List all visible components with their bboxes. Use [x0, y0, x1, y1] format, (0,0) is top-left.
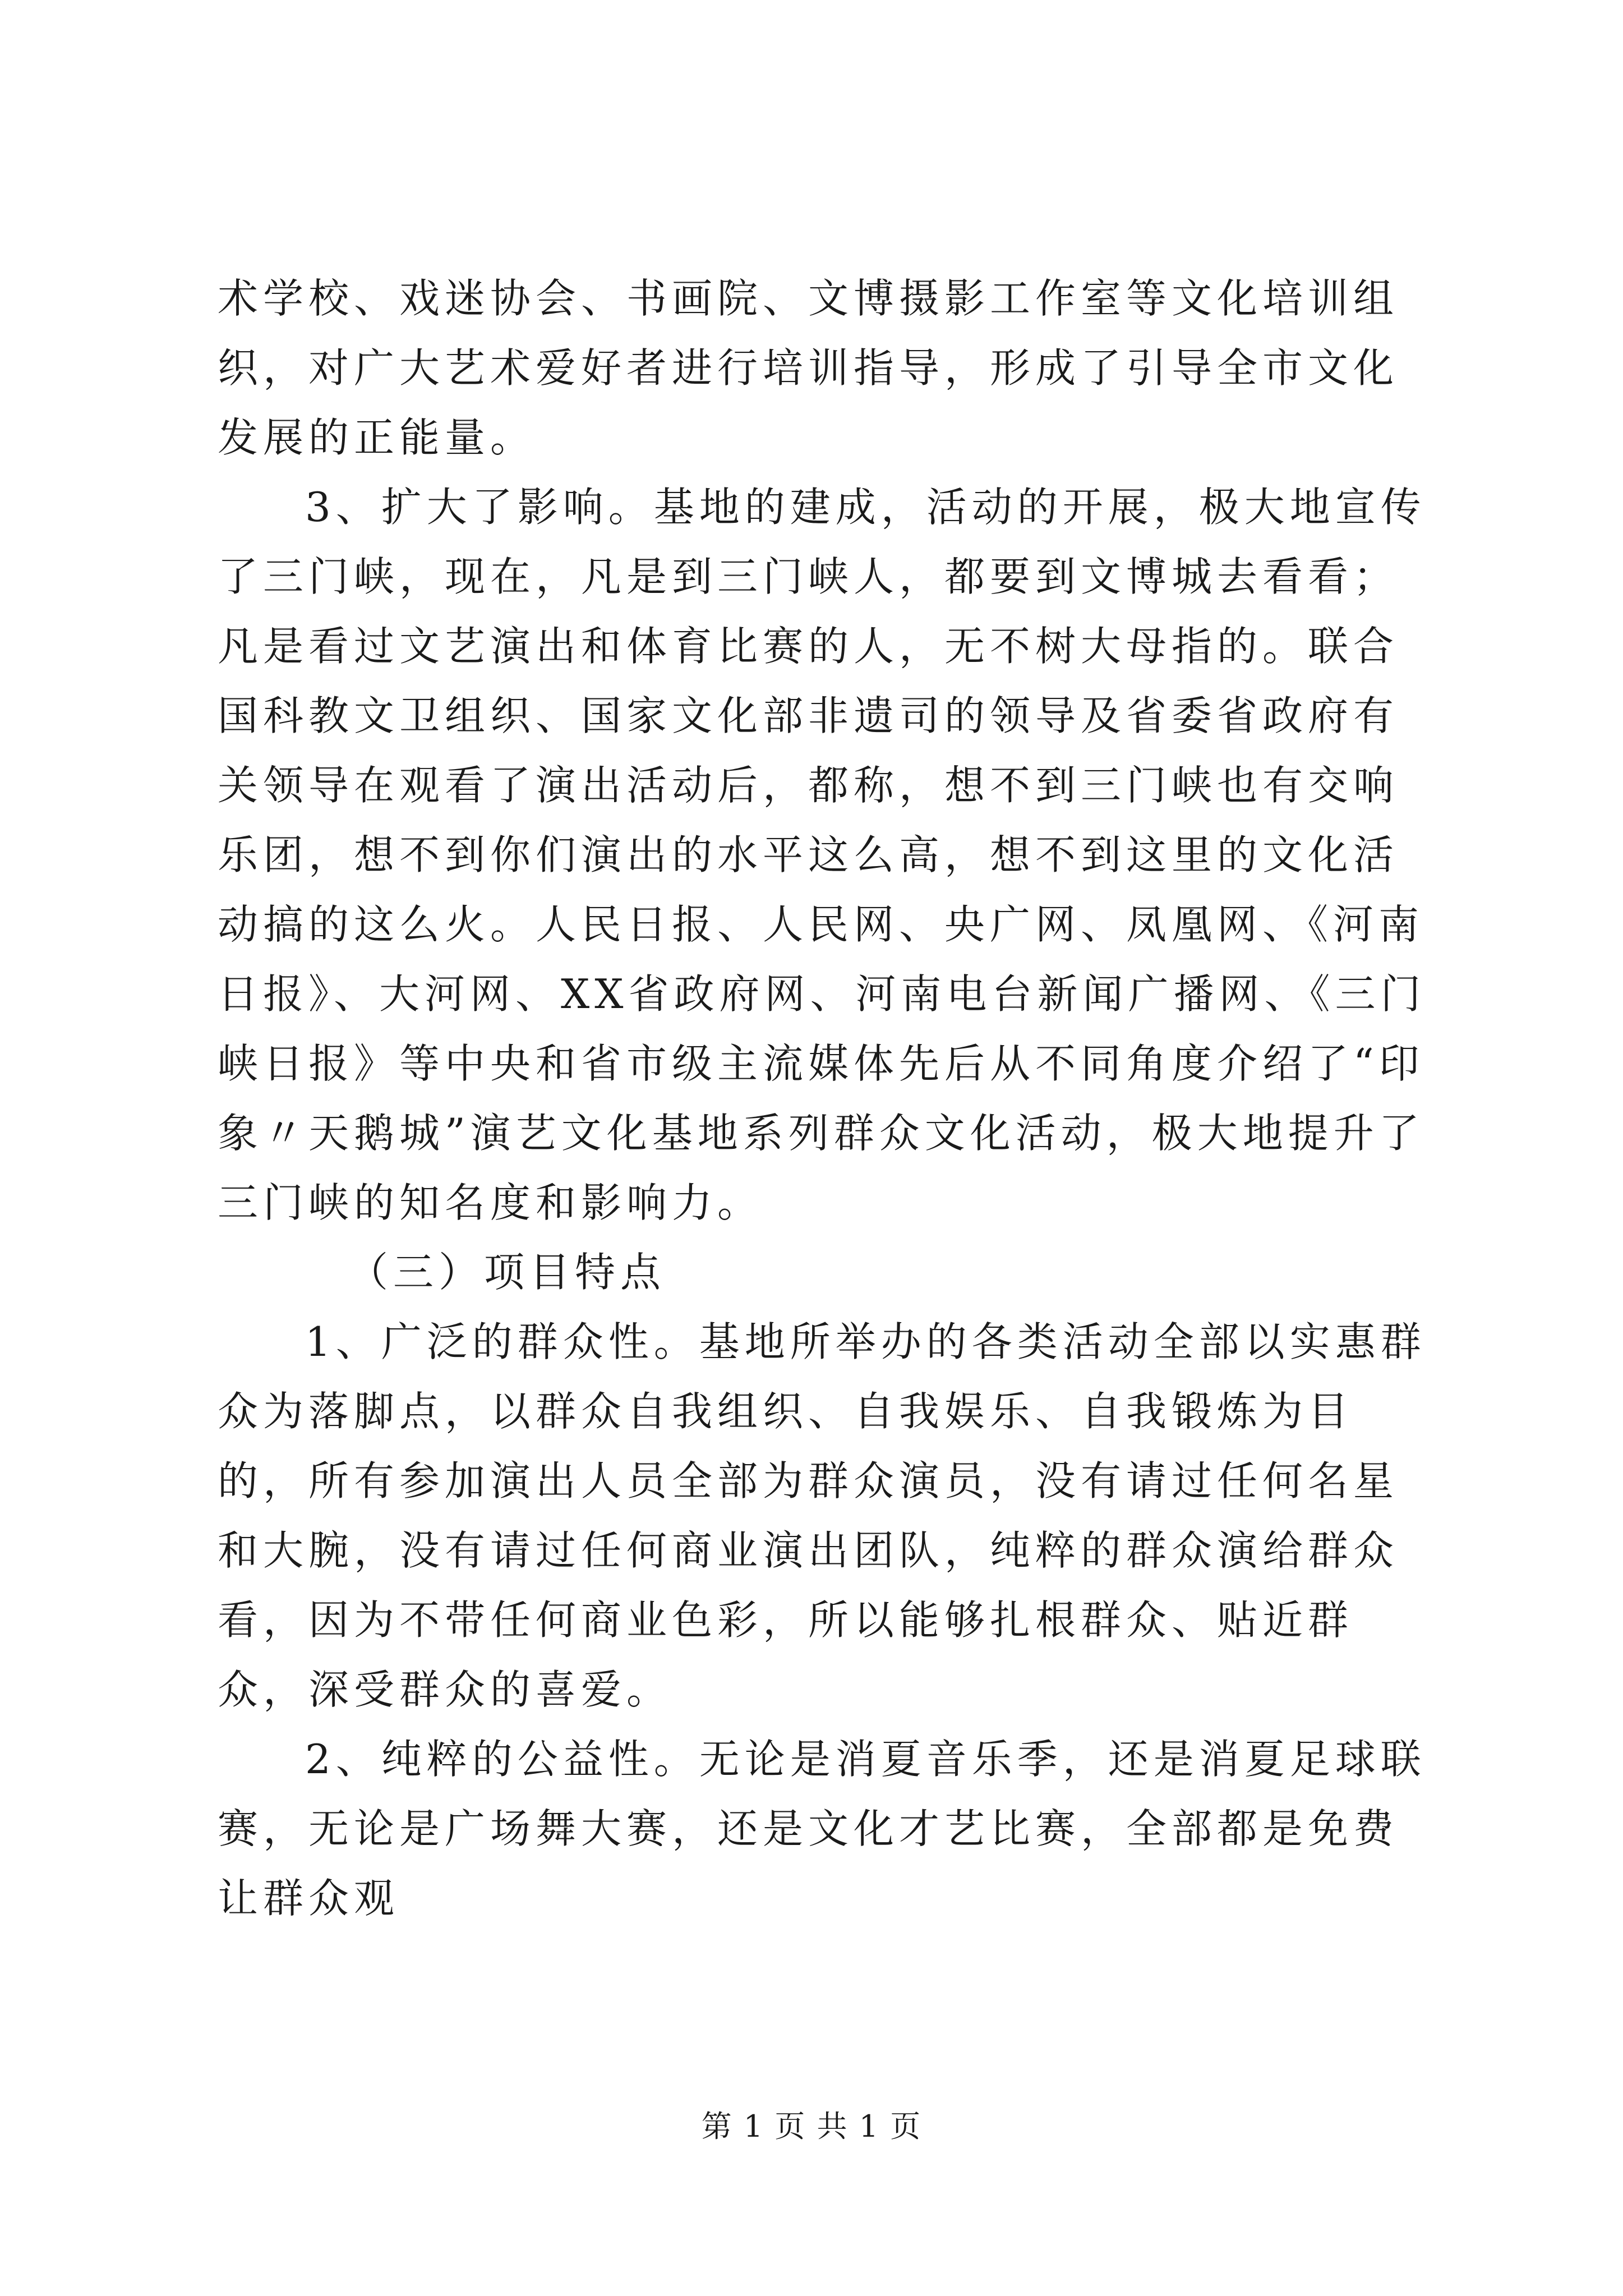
page-footer: 第 1 页 共 1 页 — [701, 2109, 922, 2144]
document-body — [218, 264, 1429, 1933]
paragraph-public-welfare: 2、纯粹的公益性。无论是消夏音乐季，还是消夏足球联赛，无论是广场舞大赛，还是文化才艺比赛，全部都是免费让群众观 — [218, 1736, 1426, 1922]
paragraph-expanded-influence: 3、扩大了影响。基地的建成，活动的开展，极大地宣传了三门峡，现在，凡是到三门峡人，都要到文博城去看看；凡是看过文艺演出和体育比赛的人，无不树大母指的。联合国科教文卫组织、国家文化部非遗司的领导及省委省政府有关领导在观看了演出活动后，都称，想不到三门峡也有交响乐团，想不到你们演出的水平这么高，想不到这里的文化活动搞的这么火。人民日报、人民网、央广网、凤凰网、《河南日报》、大河网、XX省政府网、河南电台新闻广播网、《三门峡日报》等中央和省市级主流媒体先后从不同角度介绍了“印象〃天鹅城”演艺文化基地系列群众文化活动，极大地提升了三门峡的知名度和影响力。 — [218, 484, 1426, 1226]
section-heading-project-features: （三）项目特点 — [348, 1249, 666, 1296]
paragraph-continuation: 术学校、戏迷协会、书画院、文博摄影工作室等文化培训组织，对广大艺术爱好者进行培训指导，形成了引导全市文化发展的正能量。 — [218, 275, 1399, 461]
paragraph-mass-participation: 1、广泛的群众性。基地所举办的各类活动全部以实惠群众为落脚点，以群众自我组织、自我娱乐、自我锻炼为目的，所有参加演出人员全部为群众演员，没有请过任何名星和大腕，没有请过任何商业演出团队，纯粹的群众演给群众看，因为不带任何商业色彩，所以能够扎根群众、贴近群众，深受群众的喜爱。 — [218, 1318, 1426, 1713]
